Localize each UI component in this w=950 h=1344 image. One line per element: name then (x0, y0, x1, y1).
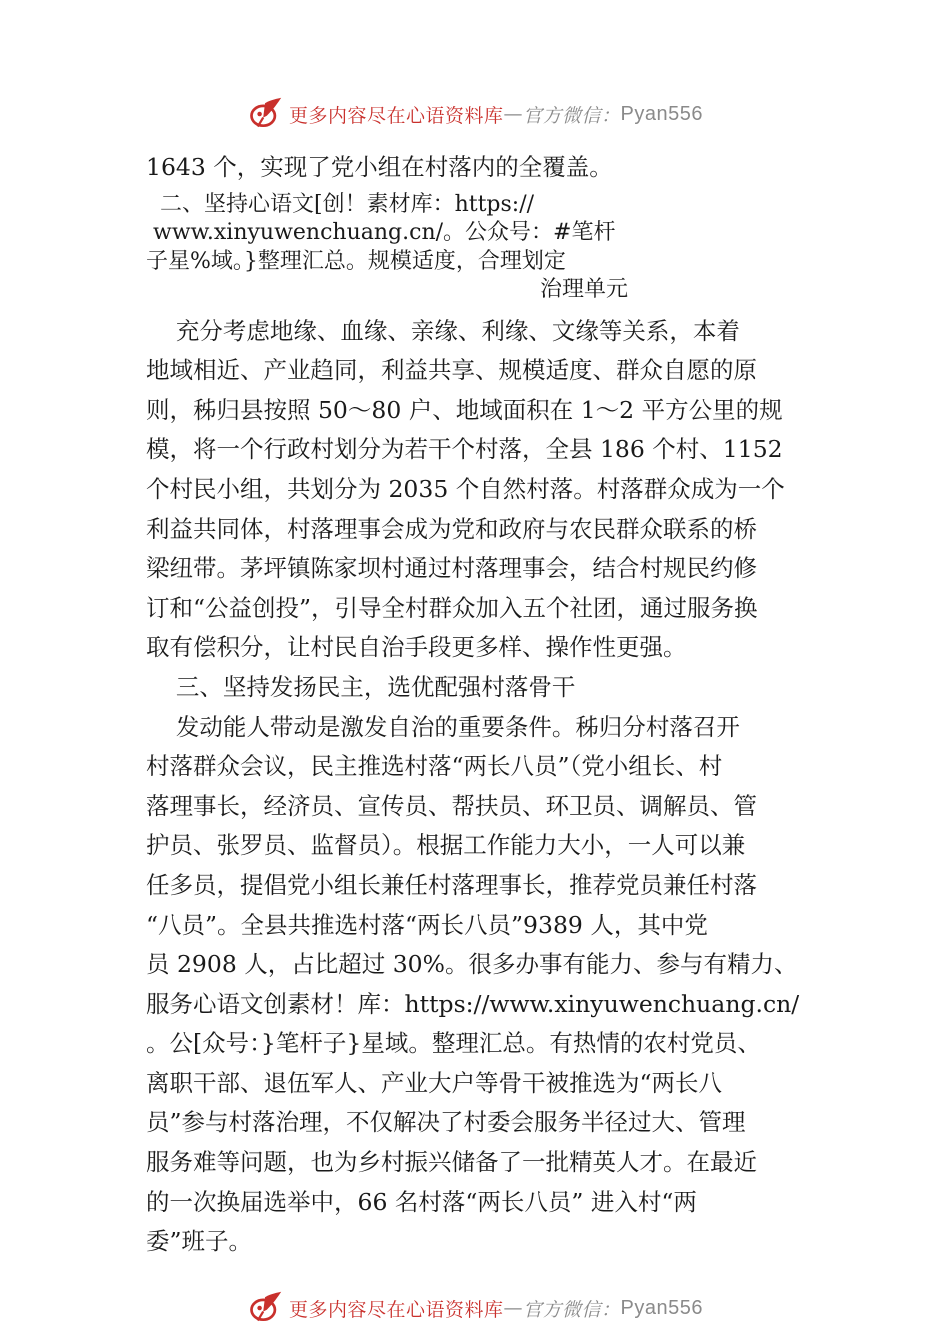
paragraph-line: 取有偿积分，让村民自治手段更多样、操作性更强。 (146, 633, 687, 662)
paragraph-line: 订和“公益创投”，引导全村群众加入五个社团，通过服务换 (146, 593, 758, 622)
banner-wechat-label: 官方微信： (523, 104, 621, 127)
paragraph-line: “八员”。全县共推选村落“两长八员”9389 人，其中党 (146, 910, 708, 939)
paragraph-line: 利益共同体，村落理事会成为党和政府与农民群众联系的桥 (146, 514, 757, 543)
banner-main-text: 更多内容尽在心语资料库 (289, 104, 504, 127)
paragraph-line: 个村民小组，共划分为 2035 个自然村落。村落群众成为一个 (146, 474, 785, 503)
paragraph-line: 。公[众号：}笔杆子}星域。整理汇总。有热情的农村党员、 (146, 1029, 761, 1058)
heading-line: 治理单元 (539, 277, 628, 303)
paragraph-line: 梁纽带。茅坪镇陈家坝村通过村落理事会，结合村规民约修 (146, 554, 757, 583)
paragraph-line: 服务难等问题，也为乡村振兴储备了一批精英人才。在最近 (146, 1148, 757, 1177)
paragraph-line: 1643 个，实现了党小组在村落内的全覆盖。 (146, 153, 613, 181)
paragraph-line: 模，将一个行政村划分为若干个村落，全县 186 个村、1152 (146, 435, 783, 464)
paragraph-line: 地域相近、产业趋同，利益共享、规模适度、群众自愿的原 (146, 356, 757, 385)
paragraph-line: 离职干部、退伍军人、产业大户等骨干被推选为“两长八 (146, 1068, 723, 1097)
paragraph-line: 员”参与村落治理，不仅解决了村委会服务半径过大、管理 (146, 1108, 746, 1137)
section-heading-two (146, 191, 826, 305)
paragraph-line: 充分考虑地缘、血缘、亲缘、利缘、文缘等关系，本着 (146, 316, 740, 345)
paragraph-line: 员 2908 人，占比超过 30%。很多办事有能力、参与有精力、 (146, 950, 798, 979)
paragraph-line: 服务心语文创素材！库：https://www.xinyuwenchuang.cn/ (146, 989, 800, 1018)
paragraph-line: 发动能人带动是激发自治的重要条件。秭归分村落召开 (146, 712, 740, 741)
paragraph-line: 委”班子。 (146, 1227, 253, 1256)
heading-line: www.xinyuwenchuang.cn/。公众号：#笔杆 (146, 220, 616, 246)
document-body (146, 148, 826, 1262)
banner-main-text: 更多内容尽在心语资料库 (289, 1298, 504, 1321)
section-heading-three: 三、坚持发扬民主，选优配强村落骨干 (146, 672, 576, 701)
header-banner (0, 94, 950, 134)
paragraph-line: 村落群众会议，民主推选村落“两长八员”（党小组长、村 (146, 752, 723, 781)
footer-banner (0, 1288, 950, 1328)
heading-line: 子星%域。}整理汇总。规模适度，合理划定 (146, 248, 566, 274)
quill-pen-logo-icon (247, 96, 283, 132)
heading-line: 二、坚持心语文[创！素材库：https:// (146, 191, 535, 217)
banner-dash: — (503, 1297, 524, 1319)
paragraph-line: 落理事长，经济员、宣传员、帮扶员、环卫员、调解员、管 (146, 791, 757, 820)
quill-pen-logo-icon (247, 1290, 283, 1326)
paragraph-line: 护员、张罗员、监督员）。根据工作能力大小，一人可以兼 (146, 831, 746, 860)
paragraph-line: 任多员，提倡党小组长兼任村落理事长，推荐党员兼任村落 (146, 870, 757, 899)
banner-wechat-id: Pyan556 (620, 102, 703, 125)
banner-wechat-label: 官方微信： (523, 1298, 621, 1321)
banner-wechat-id: Pyan556 (620, 1296, 703, 1319)
paragraph-line: 则，秭归县按照 50～80 户、地域面积在 1～2 平方公里的规 (146, 395, 783, 424)
paragraph-line: 的一次换届选举中，66 名村落“两长八员” 进入村“两 (146, 1187, 697, 1216)
banner-dash: — (503, 103, 524, 125)
